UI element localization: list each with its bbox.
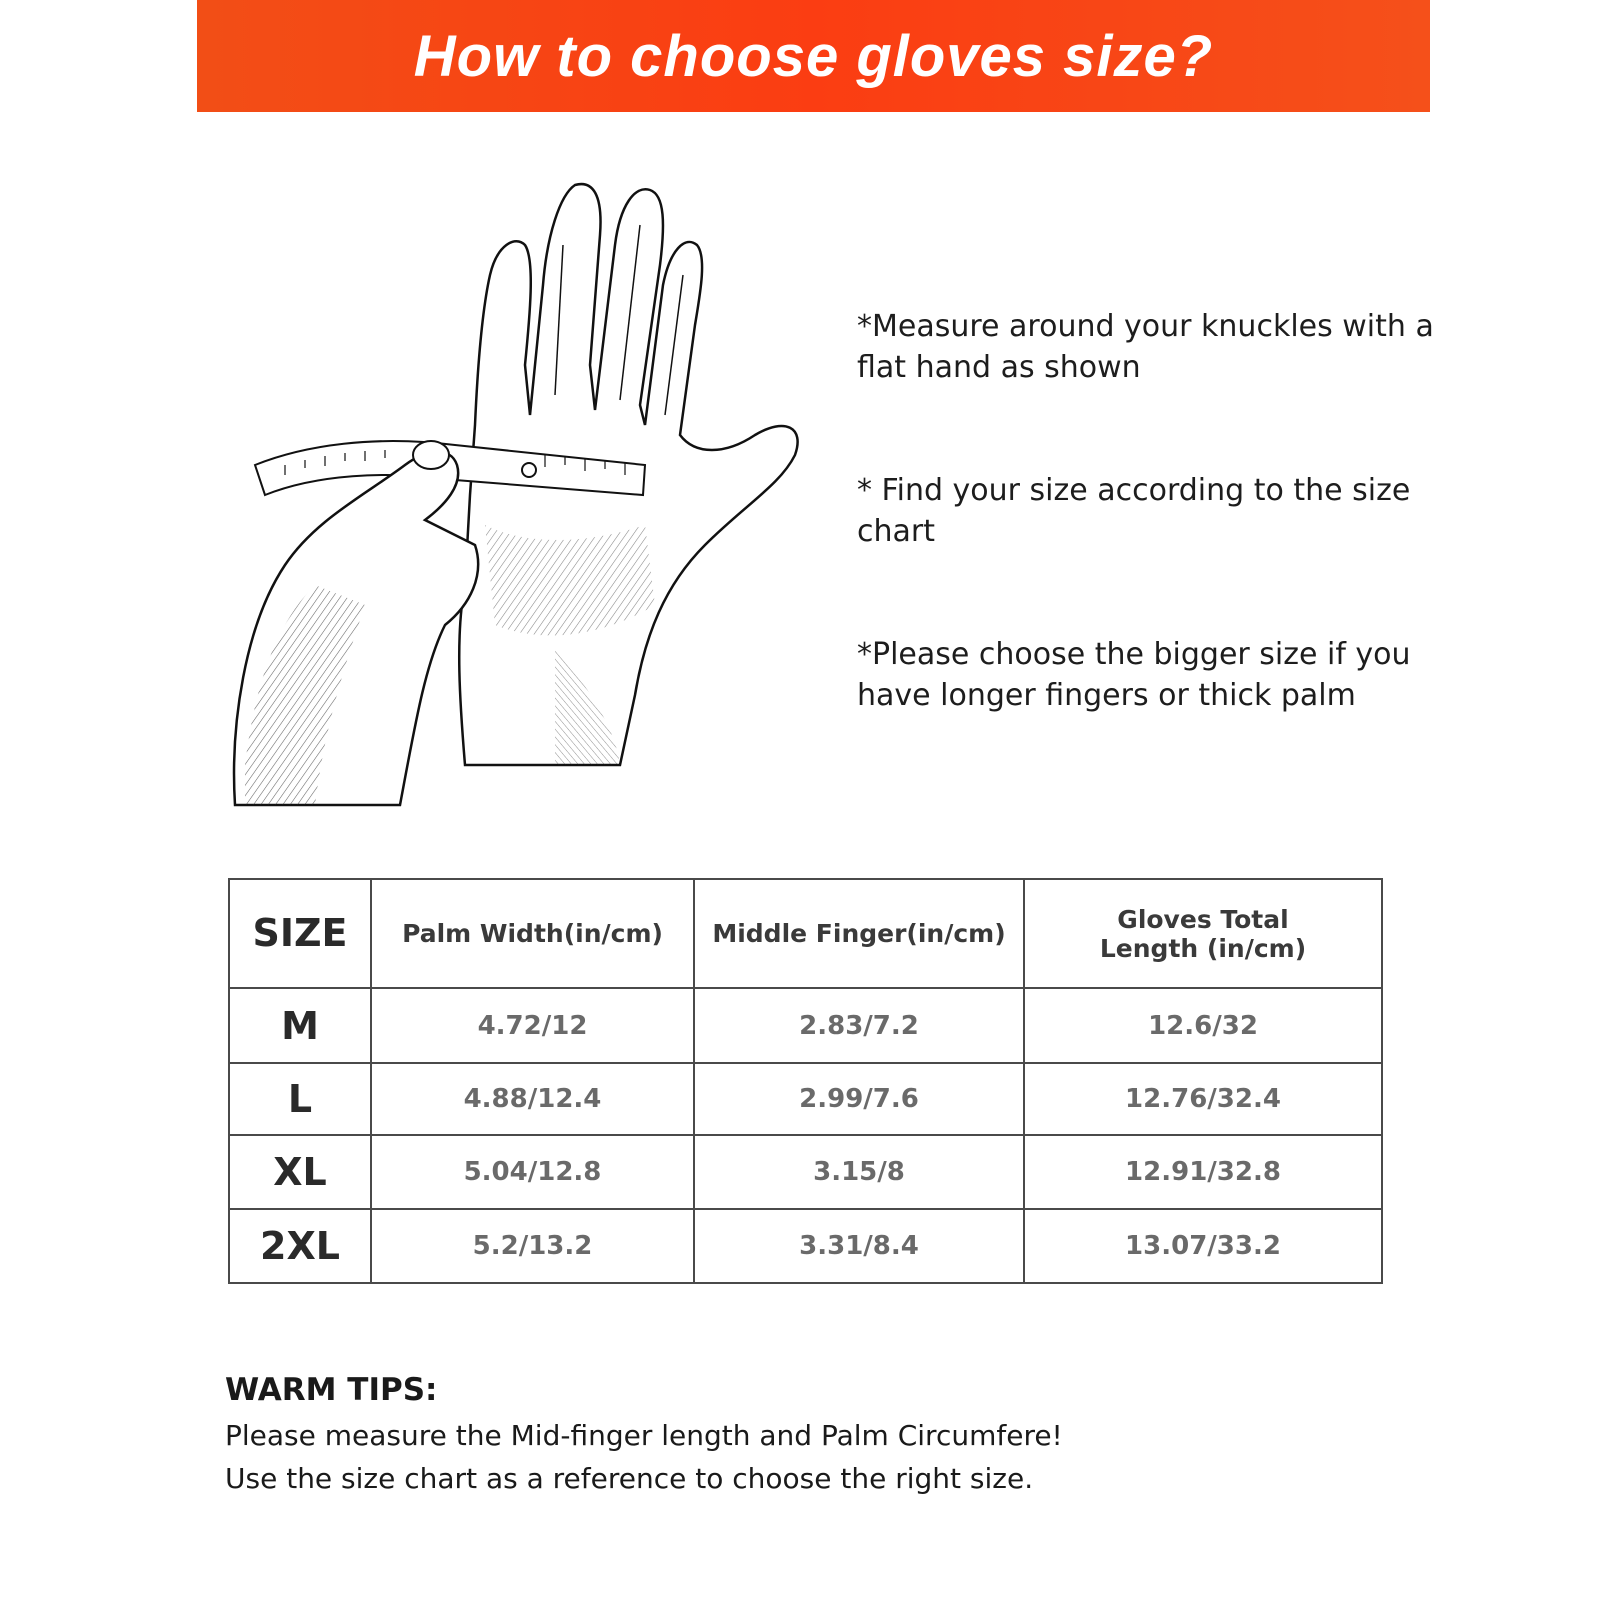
size-label: 2XL xyxy=(229,1209,371,1283)
table-row xyxy=(229,1063,1382,1135)
palm-width-value: 4.72/12 xyxy=(371,988,694,1063)
table-row xyxy=(229,1135,1382,1209)
warm-tips xyxy=(225,1372,1425,1500)
page-title: How to choose gloves size? xyxy=(413,23,1214,89)
header-total-length: Gloves Total Length (in/cm) xyxy=(1024,879,1382,988)
size-label: XL xyxy=(229,1135,371,1209)
hand-measuring-illustration xyxy=(225,165,825,835)
palm-width-value: 4.88/12.4 xyxy=(371,1063,694,1135)
measuring-instructions xyxy=(857,306,1477,716)
table-row xyxy=(229,988,1382,1063)
total-length-value: 12.76/32.4 xyxy=(1024,1063,1382,1135)
total-length-value: 12.91/32.8 xyxy=(1024,1135,1382,1209)
palm-width-value: 5.04/12.8 xyxy=(371,1135,694,1209)
table-header-row xyxy=(229,879,1382,988)
hand-measuring-tape-icon xyxy=(225,165,825,835)
instruction-find-size: * Find your size according to the size chart xyxy=(857,473,1411,549)
tips-line: Please measure the Mid-finger length and Palm Circumfere! xyxy=(225,1419,1063,1452)
instruction-measure-knuckles: *Measure around your knuckles with a flat hand as shown xyxy=(857,309,1434,385)
middle-finger-value: 2.83/7.2 xyxy=(694,988,1024,1063)
size-chart-table xyxy=(228,878,1383,1284)
header-palm-width: Palm Width(in/cm) xyxy=(371,879,694,988)
middle-finger-value: 2.99/7.6 xyxy=(694,1063,1024,1135)
middle-finger-value: 3.15/8 xyxy=(694,1135,1024,1209)
header-banner xyxy=(197,0,1430,112)
middle-finger-value: 3.31/8.4 xyxy=(694,1209,1024,1283)
size-label: L xyxy=(229,1063,371,1135)
total-length-value: 12.6/32 xyxy=(1024,988,1382,1063)
size-label: M xyxy=(229,988,371,1063)
header-size: SIZE xyxy=(229,879,371,988)
instruction-bigger-size: *Please choose the bigger size if you have longer fingers or thick palm xyxy=(857,637,1411,713)
header-middle-finger: Middle Finger(in/cm) xyxy=(694,879,1024,988)
total-length-value: 13.07/33.2 xyxy=(1024,1209,1382,1283)
tips-line: Use the size chart as a reference to choose the right size. xyxy=(225,1462,1034,1495)
table-row xyxy=(229,1209,1382,1283)
palm-width-value: 5.2/13.2 xyxy=(371,1209,694,1283)
tips-heading: WARM TIPS: xyxy=(225,1372,438,1408)
